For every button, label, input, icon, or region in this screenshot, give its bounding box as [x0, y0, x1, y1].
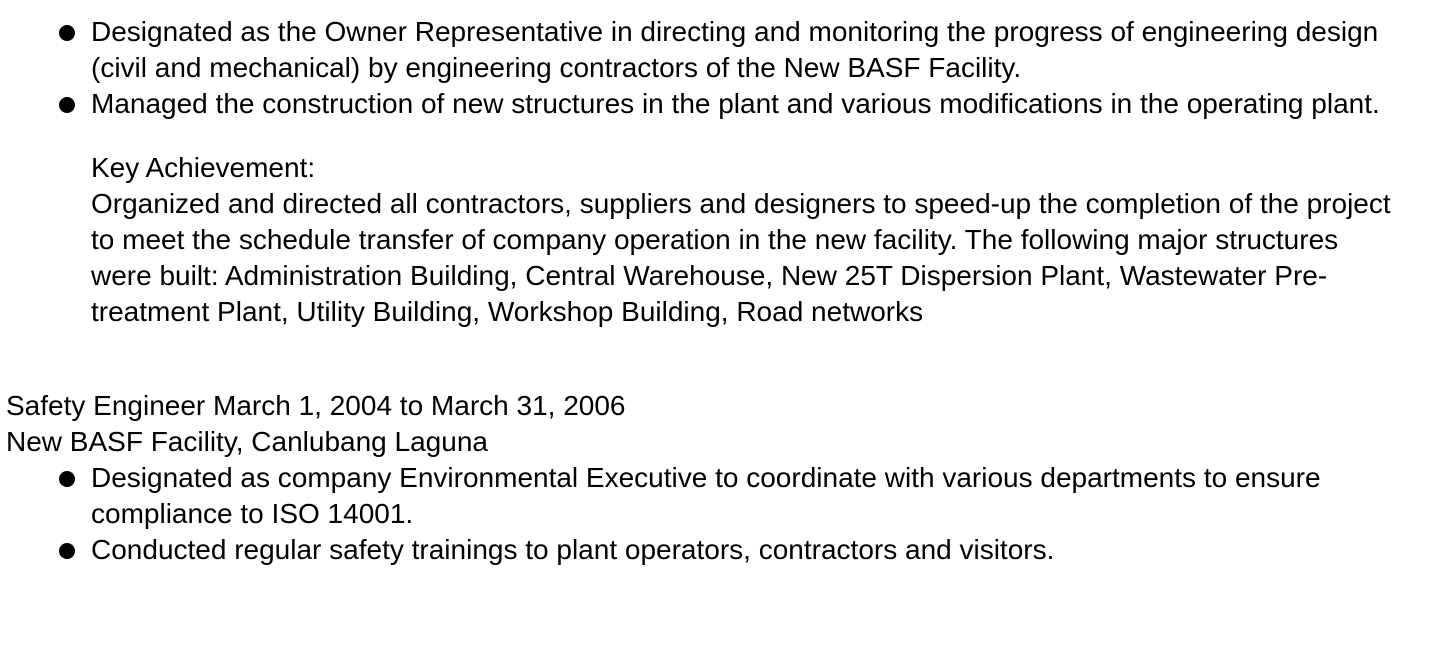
job-header — [0, 388, 1440, 460]
resume-document — [0, 14, 1440, 568]
bullet-icon — [59, 543, 75, 559]
list-item — [0, 86, 1440, 122]
job-location: New BASF Facility, Canlubang Laguna — [6, 426, 488, 457]
bullet-text: Designated as company Environmental Executive to coordinate with various departments to ensure compliance to ISO 14001. — [91, 462, 1321, 529]
bullet-icon — [59, 471, 75, 487]
list-item — [0, 532, 1440, 568]
job-title: Safety Engineer March 1, 2004 to March 31, 2006 — [6, 390, 626, 421]
bullet-text: Designated as the Owner Representative in directing and monitoring the progress of engineering design (civil and mechanical) by engineering contractors of the New BASF Facility. — [91, 16, 1379, 83]
bullet-icon — [59, 25, 75, 41]
list-item — [0, 460, 1440, 532]
responsibilities-list-1 — [0, 14, 1440, 122]
achievement-text: Organized and directed all contractors, suppliers and designers to speed-up the completion of the project to meet the schedule transfer of company operation in the new facility. The following major structures were built: Administration Building, Central Warehouse, New 25T Dispersion Plant, Wastewater Pre-treatment Plant, Utility Building, Workshop Building, Road networks — [91, 188, 1391, 327]
bullet-text: Managed the construction of new structures in the plant and various modifications in the operating plant. — [91, 88, 1380, 119]
achievement-heading: Key Achievement: — [91, 152, 316, 183]
responsibilities-list-2 — [0, 460, 1440, 568]
key-achievement — [0, 150, 1440, 330]
bullet-icon — [59, 97, 75, 113]
list-item — [0, 14, 1440, 86]
bullet-text: Conducted regular safety trainings to plant operators, contractors and visitors. — [91, 534, 1055, 565]
